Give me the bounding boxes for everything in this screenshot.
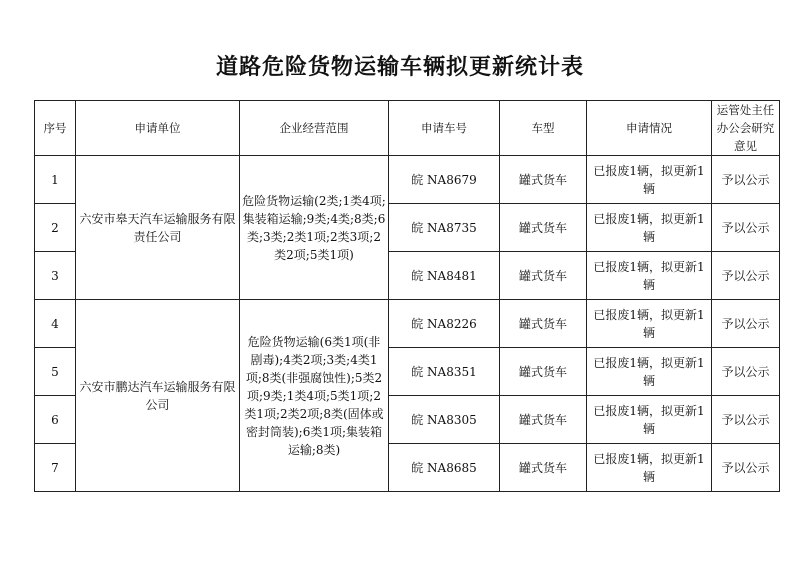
plate-cell: 皖 NA8679: [389, 156, 500, 204]
status-cell: 已报废1辆，拟更新1辆: [587, 204, 712, 252]
plate-cell: 皖 NA8305: [389, 396, 500, 444]
opinion-cell: 予以公示: [712, 300, 780, 348]
vehicle-type-cell: 罐式货车: [500, 204, 587, 252]
header-opinion: 运管处主任办公会研究意见: [712, 101, 780, 156]
opinion-cell: 予以公示: [712, 396, 780, 444]
scope-cell: 危险货物运输(2类;1类4项;集装箱运输;9类;4类;8类;6类;3类;2类1项;2类3项;2类2项;5类1项): [240, 156, 389, 300]
seq-cell: 5: [35, 348, 76, 396]
vehicle-type-cell: 罐式货车: [500, 444, 587, 492]
header-vehicle-type: 车型: [500, 101, 587, 156]
header-unit: 申请单位: [76, 101, 240, 156]
seq-cell: 1: [35, 156, 76, 204]
plate-cell: 皖 NA8481: [389, 252, 500, 300]
status-cell: 已报废1辆，拟更新1辆: [587, 348, 712, 396]
status-cell: 已报废1辆，拟更新1辆: [587, 300, 712, 348]
unit-cell: 六安市皋天汽车运输服务有限责任公司: [76, 156, 240, 300]
header-status: 申请情况: [587, 101, 712, 156]
seq-cell: 2: [35, 204, 76, 252]
seq-cell: 4: [35, 300, 76, 348]
opinion-cell: 予以公示: [712, 204, 780, 252]
status-cell: 已报废1辆，拟更新1辆: [587, 252, 712, 300]
status-cell: 已报废1辆，拟更新1辆: [587, 444, 712, 492]
vehicle-type-cell: 罐式货车: [500, 156, 587, 204]
unit-cell: 六安市鹏达汽车运输服务有限公司: [76, 300, 240, 492]
plate-cell: 皖 NA8735: [389, 204, 500, 252]
vehicle-type-cell: 罐式货车: [500, 252, 587, 300]
opinion-cell: 予以公示: [712, 348, 780, 396]
vehicle-type-cell: 罐式货车: [500, 300, 587, 348]
header-scope: 企业经营范围: [240, 101, 389, 156]
scope-cell: 危险货物运输(6类1项(非剧毒);4类2项;3类;4类1项;8类(非强腐蚀性);5类2项;9类;1类4项;5类1项;2类1项;2类2项;8类(固体或密封筒装);6类1项;集装箱运输;8类): [240, 300, 389, 492]
table-row: [35, 156, 780, 204]
plate-cell: 皖 NA8685: [389, 444, 500, 492]
plate-cell: 皖 NA8226: [389, 300, 500, 348]
status-cell: 已报废1辆，拟更新1辆: [587, 396, 712, 444]
document-title: 道路危险货物运输车辆拟更新统计表: [215, 54, 584, 80]
vehicle-update-table: [34, 100, 780, 492]
vehicle-type-cell: 罐式货车: [500, 348, 587, 396]
vehicle-type-cell: 罐式货车: [500, 396, 587, 444]
seq-cell: 6: [35, 396, 76, 444]
header-seq: 序号: [35, 101, 76, 156]
opinion-cell: 予以公示: [712, 444, 780, 492]
seq-cell: 3: [35, 252, 76, 300]
header-row: [35, 101, 780, 156]
plate-cell: 皖 NA8351: [389, 348, 500, 396]
table-row: [35, 300, 780, 348]
seq-cell: 7: [35, 444, 76, 492]
status-cell: 已报废1辆，拟更新1辆: [587, 156, 712, 204]
opinion-cell: 予以公示: [712, 252, 780, 300]
opinion-cell: 予以公示: [712, 156, 780, 204]
header-plate: 申请车号: [389, 101, 500, 156]
